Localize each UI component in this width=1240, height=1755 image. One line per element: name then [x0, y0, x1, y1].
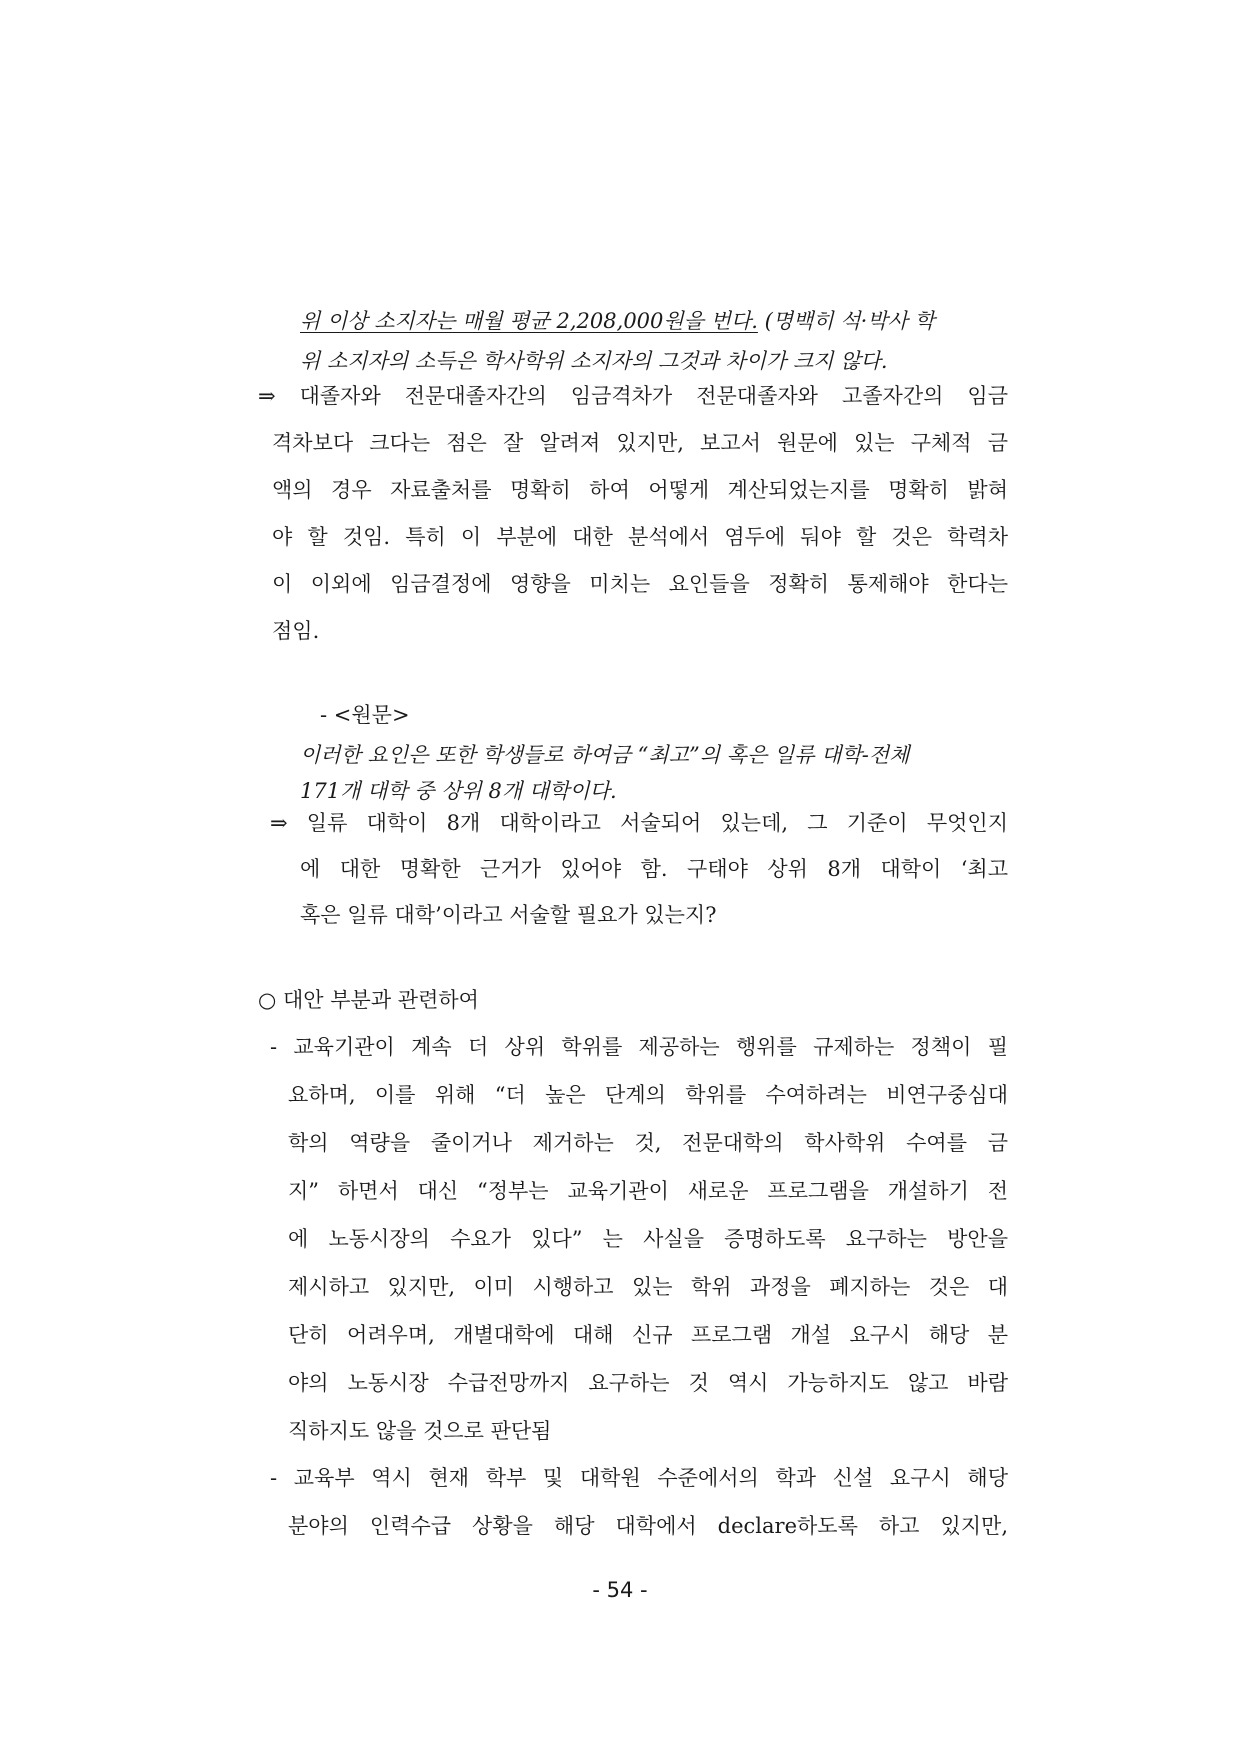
bullet1-line: - 교육기관이 계속 더 상위 학위를 제공하는 행위를 규제하는 정책이 필	[270, 1035, 1008, 1059]
comment1-line: ⇒ 대졸자와 전문대졸자간의 임금격차가 전문대졸자와 고졸자간의 임금	[258, 384, 1008, 408]
comment2-line: ⇒ 일류 대학이 8개 대학이라고 서술되어 있는데, 그 기준이 무엇인지	[270, 811, 1008, 835]
page-number: - 54 -	[592, 1578, 648, 1602]
original-label: - <원문>	[320, 703, 410, 727]
comment1-line: 액의 경우 자료출처를 명확히 하여 어떻게 계산되었는지를 명확히 밝혀	[272, 478, 1008, 502]
quote2-line: 171개 대학 중 상위 8개 대학이다.	[300, 779, 617, 803]
comment1-line: 야 할 것임. 특히 이 부분에 대한 분석에서 염두에 둬야 할 것은 학력차	[272, 525, 1008, 549]
quote1-line1	[300, 306, 935, 336]
comment1-line: 이 이외에 임금결정에 영향을 미치는 요인들을 정확히 통제해야 한다는	[272, 572, 1008, 596]
bullet1-line: 요하며, 이를 위해 “더 높은 단계의 학위를 수여하려는 비연구중심대	[288, 1083, 1008, 1107]
bullet1-line: 야의 노동시장 수급전망까지 요구하는 것 역시 가능하지도 않고 바람	[288, 1371, 1008, 1395]
section-heading: ○ 대안 부분과 관련하여	[258, 988, 479, 1012]
comment1-line: 격차보다 크다는 점은 잘 알려져 있지만, 보고서 원문에 있는 구체적 금	[272, 431, 1008, 455]
comment2-line: 혹은 일류 대학’이라고 서술할 필요가 있는지?	[300, 903, 717, 927]
bullet1-line: 제시하고 있지만, 이미 시행하고 있는 학위 과정을 폐지하는 것은 대	[288, 1275, 1008, 1299]
quote1-underlined-text: 위 이상 소지자는 매월 평균 2,208,000원을 번다.	[300, 309, 758, 333]
comment2-line: 에 대한 명확한 근거가 있어야 함. 구태야 상위 8개 대학이 ‘최고	[300, 857, 1008, 881]
bullet1-line: 직하지도 않을 것으로 판단됨	[288, 1419, 552, 1443]
quote2-line: 이러한 요인은 또한 학생들로 하여금 “최고”의 혹은 일류 대학-전체	[300, 743, 910, 767]
bullet2-line: - 교육부 역시 현재 학부 및 대학원 수준에서의 학과 신설 요구시 해당	[270, 1466, 1008, 1490]
quote1-text-rest: (명백히 석·박사 학	[757, 309, 935, 333]
bullet1-line: 단히 어려우며, 개별대학에 대해 신규 프로그램 개설 요구시 해당 분	[288, 1323, 1008, 1347]
comment1-line: 점임.	[272, 619, 320, 643]
bullet1-line: 지” 하면서 대신 “정부는 교육기관이 새로운 프로그램을 개설하기 전	[288, 1179, 1008, 1203]
bullet1-line: 에 노동시장의 수요가 있다” 는 사실을 증명하도록 요구하는 방안을	[288, 1227, 1008, 1251]
bullet1-line: 학의 역량을 줄이거나 제거하는 것, 전문대학의 학사학위 수여를 금	[288, 1131, 1008, 1155]
bullet2-line: 분야의 인력수급 상황을 해당 대학에서 declare하도록 하고 있지만,	[288, 1514, 1008, 1538]
quote1-line2: 위 소지자의 소득은 학사학위 소지자의 그것과 차이가 크지 않다.	[300, 349, 888, 373]
